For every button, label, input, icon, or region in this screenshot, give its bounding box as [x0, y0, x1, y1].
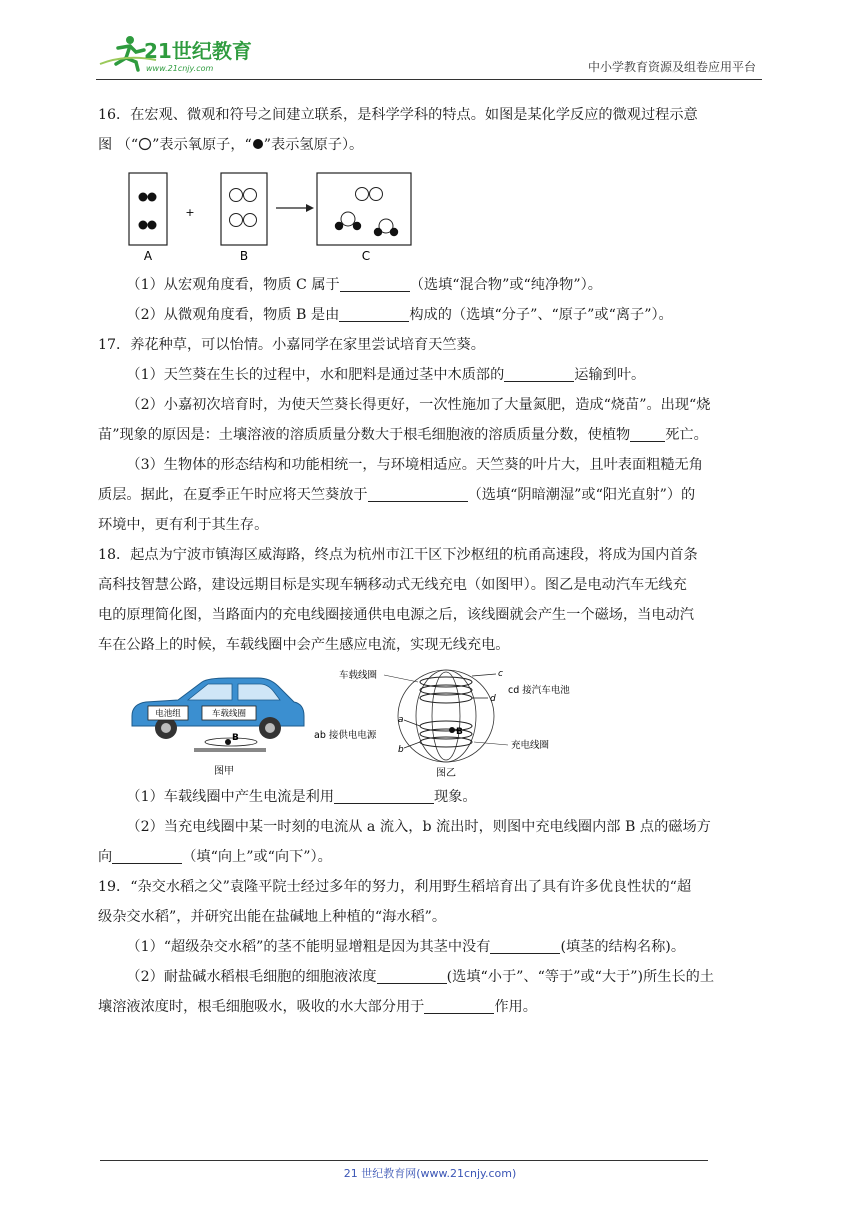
label-a: A	[143, 249, 153, 263]
q18-stem-line1: 18．起点为宁波市镇海区威海路，终点为杭州市江干区下沙枢纽的杭甬高速段，将成为国内首条	[98, 547, 698, 563]
oxygen-atom-icon	[138, 137, 152, 151]
ab-label: ab 接供电电源	[314, 730, 377, 741]
box-b	[221, 173, 267, 245]
battery-label: 电池组	[155, 709, 181, 719]
magnetic-field-lines	[398, 670, 494, 762]
answer-blank[interactable]	[339, 303, 409, 322]
answer-blank[interactable]	[490, 935, 560, 954]
q17-sub2-line1: （2）小嘉初次培育时，为使天竺葵长得更好，一次性施加了大量氮肥，造成“烧苗”。出现“烧	[126, 397, 711, 413]
q16-sub2: （2）从微观角度看，物质 B 是由 构成的（选填“分子”、“原子”或“离子”）。	[98, 300, 762, 330]
plus-sign: +	[185, 206, 195, 219]
q19-sub1: （1）“超级杂交水稻”的茎不能明显增粗是因为其茎中没有 (填茎的结构名称)。	[98, 932, 762, 962]
car-coil-windings	[420, 677, 472, 703]
answer-blank[interactable]	[377, 965, 447, 984]
point-b-dot	[449, 727, 455, 733]
label-c: C	[361, 249, 371, 263]
answer-blank[interactable]	[112, 845, 182, 864]
q18-sub2-line2: 向 （填“向上”或“向下”）。	[98, 842, 762, 872]
caption-figure-a: 图甲	[214, 766, 234, 777]
car-coil-text: 车载线圈	[211, 709, 247, 719]
charging-coil-windings	[420, 721, 472, 747]
q18-sub2-line1: （2）当充电线圈中某一时刻的电流从 a 流入，b 流出时，则图中充电线圈内部 B 点的磁场方	[126, 819, 711, 835]
charge-coil-label: 充电线圈	[511, 740, 550, 751]
point-b-label: B	[456, 727, 463, 737]
answer-blank[interactable]	[368, 483, 468, 502]
q17-sub3-line1: （3）生物体的形态结构和功能相统一，与环境相适应。天竺葵的叶片大，且叶表面粗糙无角	[126, 457, 703, 473]
footer-link[interactable]: 21 世纪教育网(www.21cnjy.com)	[343, 1167, 517, 1180]
hydrogen-atom-icon	[252, 138, 264, 150]
point-b-dot	[225, 739, 231, 745]
point-b-label: B	[232, 733, 239, 743]
q16-sub1: （1）从宏观角度看，物质 C 属于 （选填“混合物”或“纯净物”）。	[98, 270, 762, 300]
footer-divider	[100, 1160, 708, 1161]
answer-blank[interactable]	[504, 363, 574, 382]
q18-wireless-charging-figure	[98, 664, 762, 782]
q17-stem: 17．养花种草，可以怡情。小嘉同学在家里尝试培育天竺葵。	[98, 337, 485, 353]
platform-name: 中小学教育资源及组卷应用平台	[587, 60, 756, 74]
logo-text: 21世纪教育	[144, 39, 252, 63]
cd-label: cd 接汽车电池	[508, 685, 570, 696]
q19-sub2-line1: （2）耐盐碱水稻根毛细胞的细胞液浓度 (选填“小于”、“等于”或“大于”)所生长的土	[98, 962, 762, 992]
q17-sub3-line2: 质层。据此，在夏季正午时应将天竺葵放于 （选填“阴暗潮湿”或“阳光直射”）的	[98, 480, 762, 510]
q18-stem-line4: 车在公路上的时候，车载线圈中会产生感应电流，实现无线充电。	[98, 637, 510, 653]
answer-blank[interactable]	[334, 785, 434, 804]
q19-stem-line1: 19．“杂交水稻之父”袁隆平院士经过多年的努力，利用野生稻培育出了具有许多优良性状的“超	[98, 879, 692, 895]
answer-blank[interactable]	[630, 423, 665, 442]
answer-blank[interactable]	[424, 995, 494, 1014]
point-a-label: a	[398, 715, 404, 725]
answer-blank[interactable]	[340, 273, 410, 292]
logo	[96, 34, 266, 74]
q18-stem-line3: 电的原理简化图，当路面内的充电线圈接通供电电源之后，该线圈就会产生一个磁场，当电动汽	[98, 607, 694, 623]
q16-stem-line2: 图 （“ ”表示氧原子，“ ”表示氢原子）。	[98, 137, 364, 153]
q18-sub1: （1）车载线圈中产生电流是利用 现象。	[98, 782, 762, 812]
q19-sub2-line2: 壤溶液浓度时，根毛细胞吸水，吸收的水大部分用于 作用。	[98, 992, 762, 1022]
point-b-end-label: b	[398, 745, 404, 755]
arrow-right-icon	[276, 204, 314, 212]
box-a	[129, 173, 167, 245]
logo-url: www.21cnjy.com	[146, 64, 214, 73]
q18-stem-line2: 高科技智慧公路，建设远期目标是实现车辆移动式无线充电（如图甲）。图乙是电动汽车无线充	[98, 577, 687, 593]
q16-stem-line1: 16．在宏观、微观和符号之间建立联系，是科学学科的特点。如图是某化学反应的微观过程示意	[98, 107, 698, 123]
point-c-label: c	[498, 669, 503, 679]
label-b: B	[239, 249, 249, 263]
q17-sub1: （1）天竺葵在生长的过程中，水和肥料是通过茎中木质部的 运输到叶。	[98, 360, 762, 390]
q19-stem-line2: 级杂交水稻”，并研究出能在盐碱地上种植的“海水稻”。	[98, 909, 447, 925]
question-content	[98, 100, 762, 1022]
q16-molecule-figure	[98, 172, 762, 264]
q17-sub3-line3: 环境中，更有利于其生存。	[98, 517, 269, 533]
car-coil-label: 车载线圈	[339, 670, 378, 681]
caption-figure-b: 图乙	[436, 768, 456, 779]
page-header	[96, 30, 762, 80]
q17-sub2-line2: 苗”现象的原因是：土壤溶液的溶质质量分数大于根毛细胞液的溶质质量分数，使植物 死亡。	[98, 420, 762, 450]
road-surface	[194, 748, 266, 752]
point-d-label: d	[490, 694, 496, 704]
